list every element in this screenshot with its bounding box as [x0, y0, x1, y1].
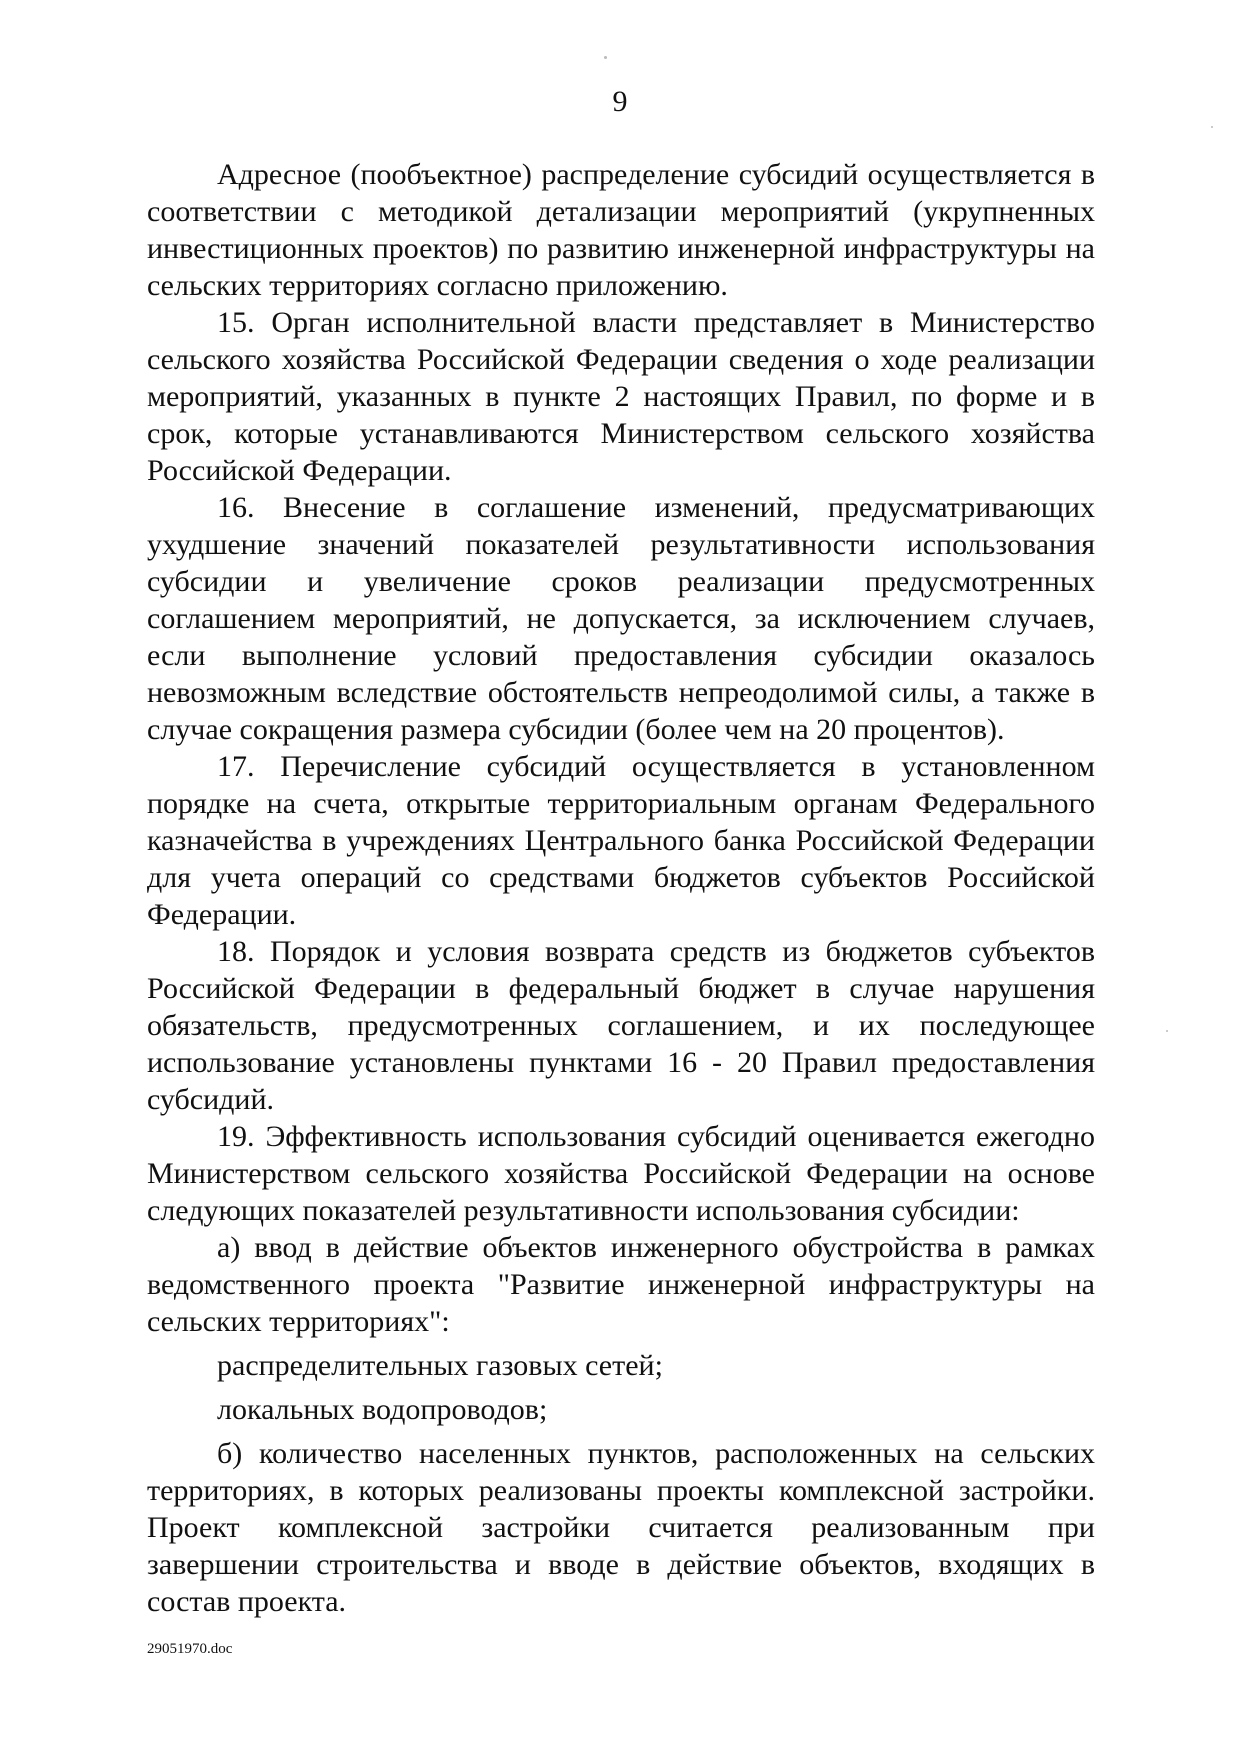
scan-artifact — [1166, 1030, 1168, 1032]
document-body — [147, 156, 1095, 1620]
paragraph-19-a: а) ввод в действие объектов инженерного обустройства в рамках ведомственного проекта "Развитие инженерной инфраструктуры на сельских территориях": — [147, 1231, 1095, 1338]
paragraph-15: 15. Орган исполнительной власти представляет в Министерство сельского хозяйства Российской Федерации сведения о ходе реализации мероприятий, указанных в пункте 2 настоящих Правил, по форме и в срок, которые устанавливаются Министерством сельского хозяйства Российской Федерации. — [147, 306, 1095, 487]
paragraph-17: 17. Перечисление субсидий осуществляется в установленном порядке на счета, открытые территориальным органам Федерального казначейства в учреждениях Центрального банка Российской Федерации для учета операций со средствами бюджетов субъектов Российской Федерации. — [147, 750, 1095, 931]
paragraph-18: 18. Порядок и условия возврата средств из бюджетов субъектов Российской Федерации в федеральный бюджет в случае нарушения обязательств, предусмотренных соглашением, и их последующее использование установлены пунктами 16 - 20 Правил предоставления субсидий. — [147, 935, 1095, 1116]
list-item-water-pipelines: локальных водопроводов; — [217, 1393, 548, 1426]
paragraph-19: 19. Эффективность использования субсидий оценивается ежегодно Министерством сельского хозяйства Российской Федерации на основе следующих показателей результативности использования субсидии: — [147, 1120, 1095, 1227]
paragraph-16: 16. Внесение в соглашение изменений, предусматривающих ухудшение значений показателей результативности использования субсидии и увеличение сроков реализации предусмотренных соглашением мероприятий, не допускается, за исключением случаев, если выполнение условий предоставления субсидии оказалось невозможным вследствие обстоятельств непреодолимой силы, а также в случае сокращения размера субсидии (более чем на 20 процентов). — [147, 491, 1095, 746]
page-number: 9 — [612, 85, 628, 118]
scan-artifact — [604, 56, 607, 59]
footer-document-code: 29051970.doc — [147, 1641, 233, 1657]
scan-artifact — [1211, 126, 1213, 128]
paragraph-19-b: б) количество населенных пунктов, расположенных на сельских территориях, в которых реализованы проекты комплексной застройки. Проект комплексной застройки считается реализованным при завершении строительства и вводе в действие объектов, входящих в состав проекта. — [147, 1437, 1095, 1618]
paragraph-distribution: Адресное (пообъектное) распределение субсидий осуществляется в соответствии с методикой детализации мероприятий (укрупненных инвестиционных проектов) по развитию инженерной инфраструктуры на сельских территориях согласно приложению. — [147, 158, 1095, 302]
list-item-gas-networks: распределительных газовых сетей; — [217, 1349, 663, 1382]
